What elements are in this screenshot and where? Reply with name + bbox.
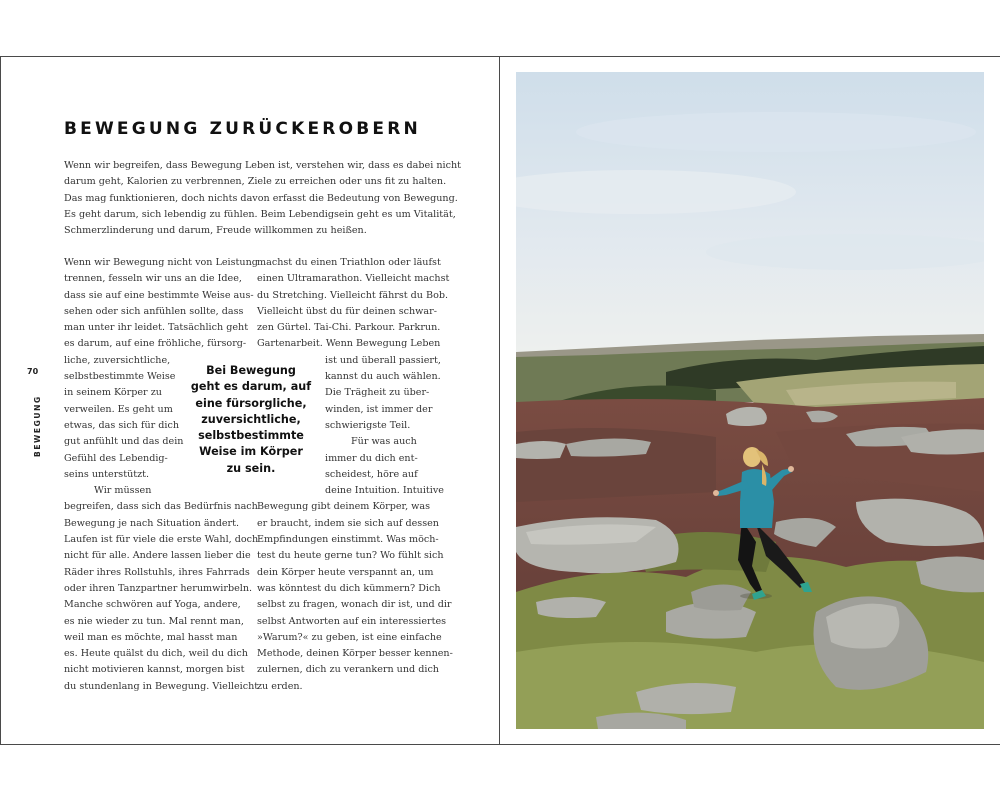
text-line: gut anfühlt und das dein [64, 436, 184, 448]
text-line: was könntest du dich kümmern? Dich [257, 582, 441, 594]
text-line: Empfindungen einstimmt. Was möch- [257, 534, 439, 546]
text-line: etwas, das sich für dich [64, 419, 180, 431]
text-line: liche, zuversichtliche, [64, 354, 171, 366]
text-line: »Warum?« zu geben, ist eine einfache [257, 631, 442, 643]
pull-quote-line: geht es darum, auf [190, 380, 312, 394]
text-line: zen Gürtel. Tai-Chi. Parkour. Parkrun. [257, 322, 441, 334]
text-line: immer du dich ent- [325, 452, 418, 464]
intro-line: Es geht darum, sich lebendig zu fühlen. Beim Lebendigsein geht es um Vitalität, [64, 208, 456, 220]
text-line: in seinem Körper zu [64, 387, 162, 399]
text-line: dein Körper heute verspannt an, um [257, 566, 434, 578]
intro-line: darum geht, Kalorien zu verbrennen, Ziele zu erreichen oder uns fit zu halten. [64, 176, 447, 188]
intro-line: Schmerzlinderung und darum, Freude willkommen zu heißen. [64, 225, 367, 237]
text-line: oder ihren Tanzpartner herumwirbeln. [64, 582, 253, 594]
pull-quote-line: zu sein. [226, 461, 276, 475]
intro-paragraph [64, 158, 461, 239]
moorland-runner-photo [516, 72, 984, 729]
text-line: man unter ihr leidet. Tatsächlich geht [64, 322, 249, 334]
running-head: BEWEGUNG [33, 395, 42, 457]
text-line: Gefühl des Lebendig- [64, 452, 168, 464]
text-line: Für was auch [351, 436, 417, 448]
text-line: trennen, fesseln wir uns an die Idee, [64, 273, 242, 285]
text-line: deine Intuition. Intuitive [325, 485, 444, 497]
text-line: schwierigste Teil. [325, 419, 411, 431]
book-spread [0, 56, 1000, 744]
text-line: Die Trägheit zu über- [325, 387, 430, 399]
text-line: begreifen, dass sich das Bedürfnis nach [64, 501, 258, 513]
text-line: du Stretching. Vielleicht fährst du Bob. [257, 289, 449, 301]
page-title: BEWEGUNG ZURÜCKEROBERN [64, 119, 421, 139]
pull-quote-line: eine fürsorgliche, [195, 396, 307, 410]
text-line: Methode, deinen Körper besser kennen- [257, 648, 453, 660]
right-page [499, 56, 1000, 745]
text-line: verweilen. Es geht um [64, 403, 173, 415]
text-line: Bewegung gibt deinem Körper, was [257, 501, 431, 513]
pull-quote-line: selbstbestimmte [198, 429, 304, 443]
text-line: seins unterstützt. [64, 468, 150, 480]
text-line: Bewegung je nach Situation ändert. [64, 517, 240, 529]
left-page [0, 56, 500, 745]
intro-line: Wenn wir begreifen, dass Bewegung Leben ist, verstehen wir, dass es dabei nicht [64, 160, 461, 171]
text-line: zu erden. [257, 680, 303, 692]
text-line: kannst du auch wählen. [325, 371, 441, 383]
text-line: ist und überall passiert, [325, 354, 441, 366]
text-line: er braucht, indem sie sich auf dessen [257, 517, 439, 529]
text-line: selbst Antworten auf ein interessiertes [257, 615, 447, 627]
text-line: machst du einen Triathlon oder läufst [257, 257, 441, 268]
text-line: es. Heute quälst du dich, weil du dich [64, 648, 248, 660]
text-line: scheidest, höre auf [325, 468, 418, 480]
text-line: du stundenlang in Bewegung. Vielleicht [64, 680, 259, 692]
text-line: weil man es möchte, mal hasst man [64, 631, 238, 643]
intro-line: Das mag funktionieren, doch nichts davon erfasst die Bedeutung von Bewegung. [64, 192, 458, 204]
text-line: es darum, auf eine fröhliche, fürsorg- [64, 338, 247, 350]
pull-quote-line: Bei Bewegung [206, 364, 296, 377]
text-line: nicht für alle. Andere lassen lieber die [64, 550, 251, 562]
text-line: es nie wieder zu tun. Mal rennt man, [64, 615, 244, 627]
text-line: winden, ist immer der [325, 403, 433, 415]
pull-quote [188, 363, 314, 477]
text-line: Vielleicht übst du für deinen schwar- [257, 305, 437, 317]
text-line: Manche schwören auf Yoga, andere, [64, 599, 241, 611]
text-line: selbstbestimmte Weise [64, 371, 176, 383]
text-line: Wir müssen [94, 485, 152, 497]
text-line: einen Ultramarathon. Vielleicht machst [257, 273, 450, 285]
text-line: dass sie auf eine bestimmte Weise aus- [64, 289, 254, 301]
pull-quote-line: Weise im Körper [199, 445, 303, 459]
text-line: selbst zu fragen, wonach dir ist, und dir [257, 599, 452, 611]
text-line: Gartenarbeit. Wenn Bewegung Leben [257, 338, 441, 350]
text-line: Räder ihres Rollstuhls, ihres Fahrrads [64, 566, 250, 578]
text-line: test du heute gerne tun? Wo fühlt sich [257, 550, 444, 562]
text-line: Laufen ist für viele die erste Wahl, doch [64, 534, 259, 546]
text-line: zulernen, dich zu verankern und dich [257, 664, 439, 676]
page-number: 70 [27, 367, 39, 376]
pull-quote-line: zuversichtliche, [201, 412, 301, 426]
text-line: Wenn wir Bewegung nicht von Leistung [64, 257, 258, 268]
text-line: sehen oder sich anfühlen sollte, dass [64, 305, 244, 317]
text-line: nicht motivieren kannst, morgen bist [64, 664, 245, 676]
